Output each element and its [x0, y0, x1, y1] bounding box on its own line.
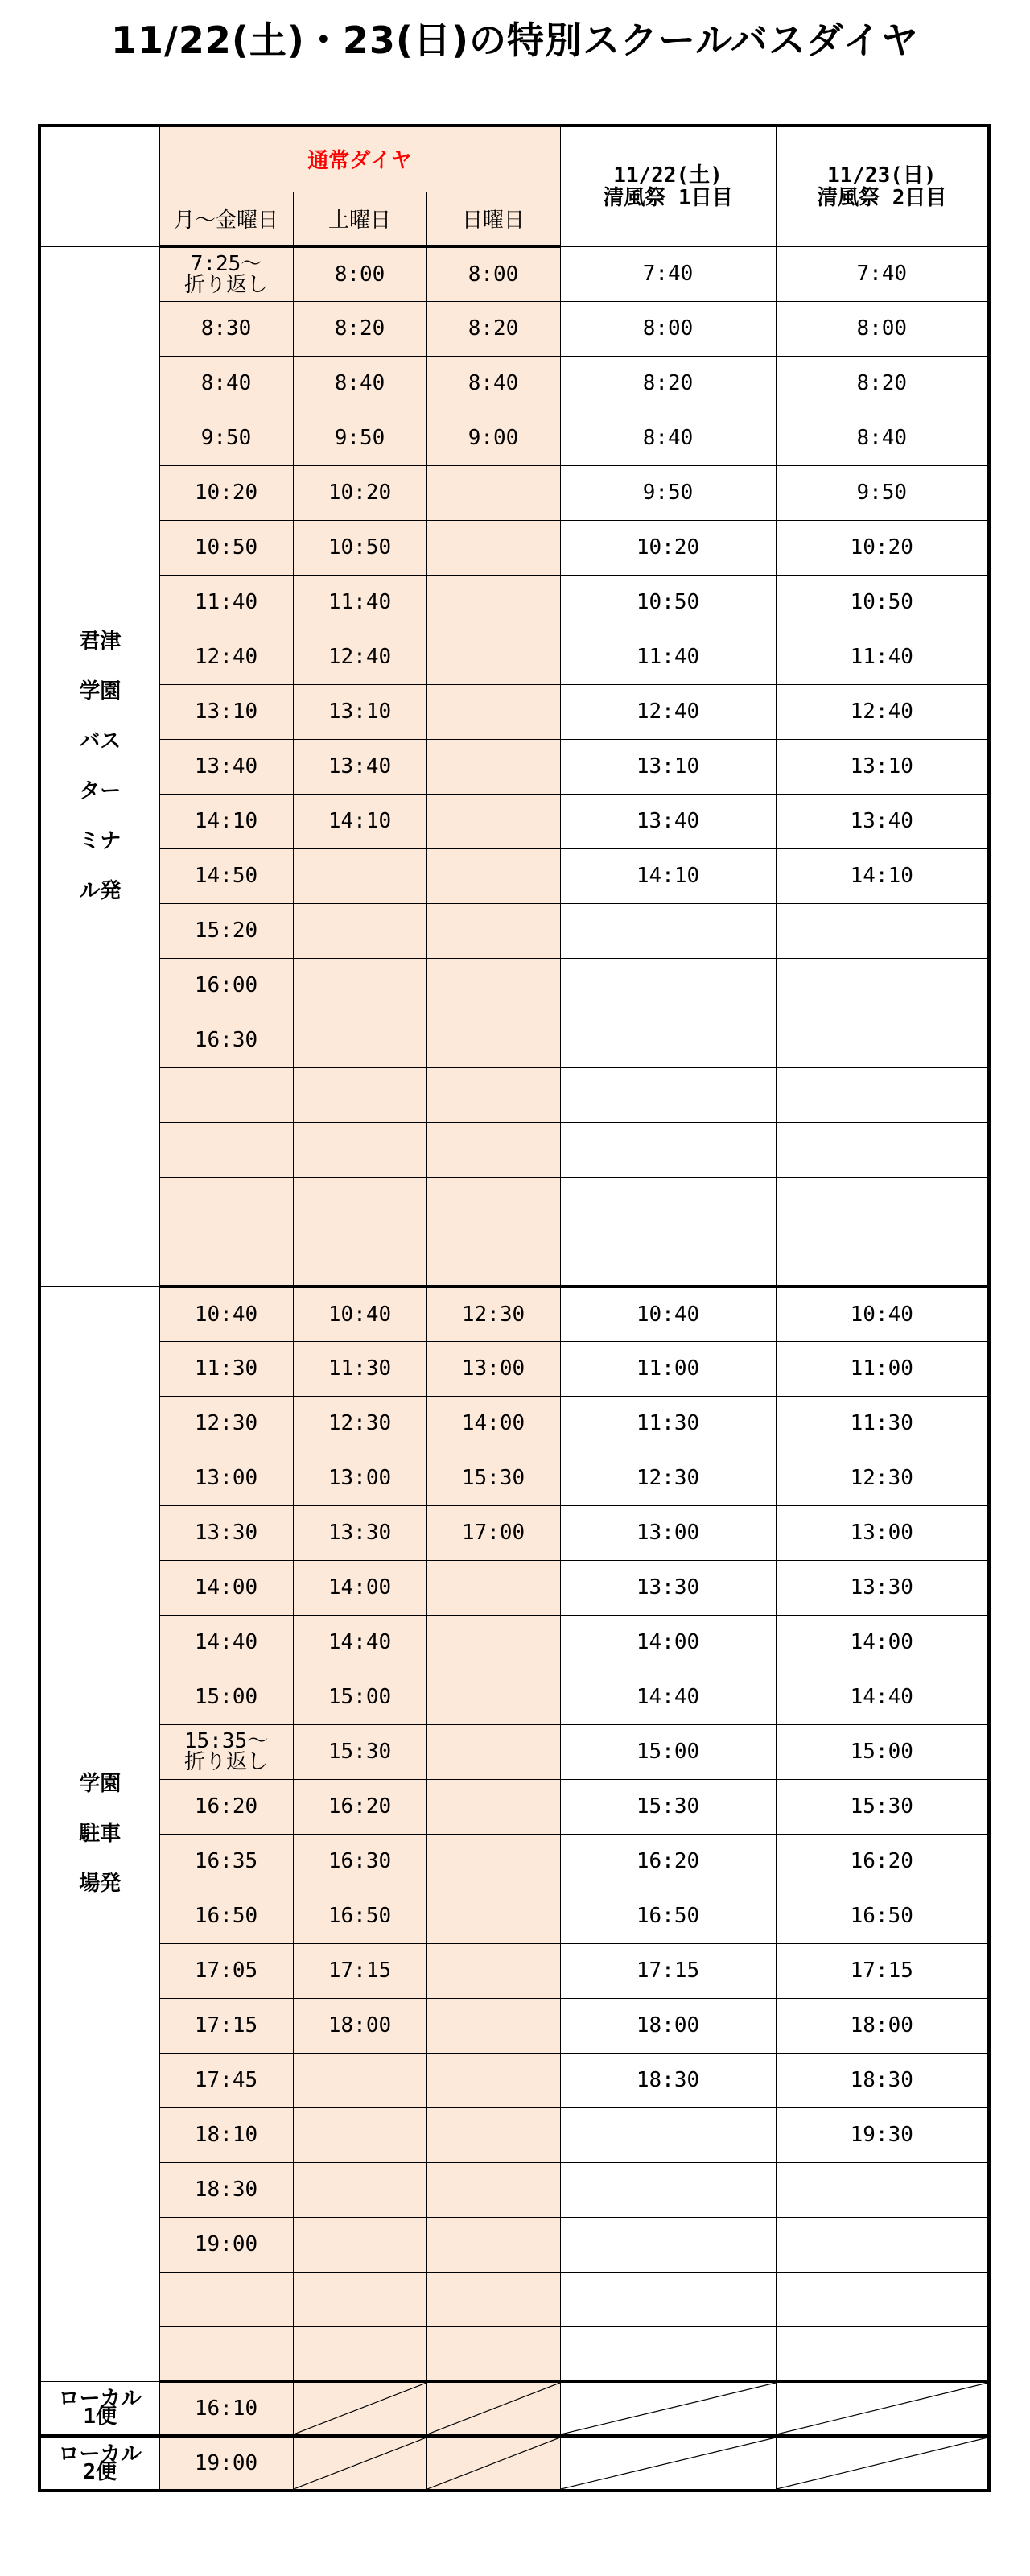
- saturday-time: [293, 848, 426, 903]
- day1-time: [560, 958, 776, 1013]
- sunday-time: [426, 575, 560, 630]
- saturday-time: 8:20: [293, 301, 426, 356]
- day2-time: [776, 958, 989, 1013]
- weekday-time: 14:50: [159, 848, 293, 903]
- day1-time: 7:40: [560, 246, 776, 301]
- day1-time: 18:00: [560, 1998, 776, 2053]
- day1-time: [560, 1013, 776, 1067]
- no-service-cell: [293, 2381, 426, 2436]
- schedule-row: [39, 2107, 989, 2162]
- saturday-time: 13:30: [293, 1505, 426, 1560]
- saturday-time: [293, 1122, 426, 1177]
- day2-time: 10:50: [776, 575, 989, 630]
- day1-time: 11:40: [560, 630, 776, 684]
- day2-time: [776, 1013, 989, 1067]
- schedule-row: [39, 1670, 989, 1724]
- saturday-time: 11:40: [293, 575, 426, 630]
- day1-time: 16:20: [560, 1834, 776, 1889]
- festival-day2-name: 清風祭 2日目: [817, 185, 947, 210]
- day1-time: 10:40: [560, 1286, 776, 1341]
- sunday-time: [426, 1067, 560, 1122]
- sunday-time: [426, 903, 560, 958]
- stop-school-parking: [39, 1286, 159, 2381]
- saturday-time: 9:50: [293, 411, 426, 465]
- weekday-time: 18:30: [159, 2162, 293, 2217]
- day2-time: [776, 1122, 989, 1177]
- day1-time: 8:20: [560, 356, 776, 411]
- saturday-time: 13:00: [293, 1451, 426, 1505]
- sunday-time: [426, 2326, 560, 2381]
- day2-time: [776, 2272, 989, 2326]
- saturday-time: [293, 2272, 426, 2326]
- weekday-time: [159, 2272, 293, 2326]
- sunday-time: [426, 465, 560, 520]
- weekday-time: 10:50: [159, 520, 293, 575]
- schedule-row: [39, 301, 989, 356]
- sunday-time: [426, 958, 560, 1013]
- saturday-time: 8:40: [293, 356, 426, 411]
- no-service-cell: [426, 2381, 560, 2436]
- day1-time: 10:20: [560, 520, 776, 575]
- stop-kimitsu-bus-terminal-label: 君津学園バスターミナル発: [79, 630, 122, 903]
- weekday-time: 16:00: [159, 958, 293, 1013]
- weekday-time: [159, 1122, 293, 1177]
- day1-time: 13:40: [560, 794, 776, 848]
- sunday-time: 8:40: [426, 356, 560, 411]
- day2-time: 10:20: [776, 520, 989, 575]
- day1-time: [560, 1177, 776, 1232]
- day1-time: [560, 1122, 776, 1177]
- day1-time: 15:30: [560, 1779, 776, 1834]
- festival-day1-header: [560, 126, 776, 246]
- day1-time: 18:30: [560, 2053, 776, 2107]
- weekday-time: 15:35～ 折り返し: [159, 1724, 293, 1779]
- sunday-time: [426, 1670, 560, 1724]
- day2-time: 7:40: [776, 246, 989, 301]
- saturday-time: 10:50: [293, 520, 426, 575]
- sunday-time: 13:00: [426, 1341, 560, 1396]
- sunday-time: [426, 630, 560, 684]
- sunday-time: [426, 2162, 560, 2217]
- day2-time: 14:40: [776, 1670, 989, 1724]
- sunday-time: 8:20: [426, 301, 560, 356]
- schedule-row: [39, 2217, 989, 2272]
- sunday-time: [426, 848, 560, 903]
- saturday-time: 12:40: [293, 630, 426, 684]
- header-corner: [39, 126, 159, 246]
- sunday-time: [426, 1998, 560, 2053]
- schedule-row: [39, 1943, 989, 1998]
- saturday-time: [293, 1067, 426, 1122]
- schedule-row: [39, 684, 989, 739]
- day1-time: 17:15: [560, 1943, 776, 1998]
- sunday-time: 17:00: [426, 1505, 560, 1560]
- saturday-time: [293, 2326, 426, 2381]
- schedule-row: [39, 2162, 989, 2217]
- weekday-time: 9:50: [159, 411, 293, 465]
- day2-time: 18:00: [776, 1998, 989, 2053]
- sunday-time: 15:30: [426, 1451, 560, 1505]
- day2-time: 9:50: [776, 465, 989, 520]
- weekday-time: 13:40: [159, 739, 293, 794]
- saturday-time: 14:40: [293, 1615, 426, 1670]
- day1-time: 13:30: [560, 1560, 776, 1615]
- saturday-time: 17:15: [293, 1943, 426, 1998]
- schedule-row: [39, 1834, 989, 1889]
- saturday-time: [293, 958, 426, 1013]
- day1-time: [560, 2217, 776, 2272]
- day2-time: 15:30: [776, 1779, 989, 1834]
- day1-time: [560, 2162, 776, 2217]
- schedule-row: [39, 739, 989, 794]
- timetable: [38, 124, 991, 2492]
- day1-time: 13:00: [560, 1505, 776, 1560]
- saturday-time: 14:10: [293, 794, 426, 848]
- saturday-time: 11:30: [293, 1341, 426, 1396]
- schedule-row: [39, 1615, 989, 1670]
- saturday-time: 13:40: [293, 739, 426, 794]
- day1-time: [560, 2107, 776, 2162]
- local-service-time: 16:10: [159, 2381, 293, 2436]
- day2-time: 18:30: [776, 2053, 989, 2107]
- sunday-time: [426, 2217, 560, 2272]
- day2-time: 16:50: [776, 1889, 989, 1943]
- day2-time: [776, 2162, 989, 2217]
- schedule-row: [39, 411, 989, 465]
- day1-time: 12:30: [560, 1451, 776, 1505]
- schedule-row: [39, 958, 989, 1013]
- local-service-time: 19:00: [159, 2436, 293, 2491]
- page-title: 11/22(土)・23(日)の特別スクールバスダイヤ: [111, 19, 919, 62]
- local-service-label: ローカル 1便: [39, 2381, 159, 2436]
- sunday-time: [426, 794, 560, 848]
- saturday-time: [293, 2217, 426, 2272]
- day1-time: 10:50: [560, 575, 776, 630]
- schedule-row: [39, 794, 989, 848]
- schedule-row: [39, 465, 989, 520]
- day2-time: [776, 903, 989, 958]
- weekday-time: 15:20: [159, 903, 293, 958]
- schedule-row: [39, 1013, 989, 1067]
- saturday-time: [293, 1177, 426, 1232]
- day2-time: 13:10: [776, 739, 989, 794]
- festival-day1-name: 清風祭 1日目: [603, 185, 733, 210]
- schedule-row: [39, 1122, 989, 1177]
- festival-day2-header: [776, 126, 989, 246]
- weekday-time: 14:40: [159, 1615, 293, 1670]
- sunday-time: [426, 684, 560, 739]
- saturday-time: 16:30: [293, 1834, 426, 1889]
- no-service-cell: [293, 2436, 426, 2491]
- no-service-cell: [560, 2436, 776, 2491]
- day2-time: 16:20: [776, 1834, 989, 1889]
- day2-time: [776, 1177, 989, 1232]
- schedule-row: [39, 2053, 989, 2107]
- schedule-row: [39, 2272, 989, 2326]
- saturday-column-header: 土曜日: [293, 192, 426, 246]
- local-row: [39, 2381, 989, 2436]
- weekday-time: 17:45: [159, 2053, 293, 2107]
- weekday-time: 8:40: [159, 356, 293, 411]
- sunday-time: [426, 1013, 560, 1067]
- day1-time: 16:50: [560, 1889, 776, 1943]
- day1-time: 11:30: [560, 1396, 776, 1451]
- schedule-row: [39, 630, 989, 684]
- weekday-time: 7:25～ 折り返し: [159, 246, 293, 301]
- day1-time: 8:40: [560, 411, 776, 465]
- sunday-time: [426, 1122, 560, 1177]
- schedule-row: [39, 1451, 989, 1505]
- schedule-row: [39, 1286, 989, 1341]
- weekday-time: 12:40: [159, 630, 293, 684]
- sunday-time: [426, 1779, 560, 1834]
- saturday-time: [293, 2107, 426, 2162]
- saturday-time: [293, 1232, 426, 1286]
- stop-kimitsu-bus-terminal: [39, 246, 159, 1286]
- normal-schedule-header: 通常ダイヤ: [159, 126, 560, 192]
- weekday-time: 13:10: [159, 684, 293, 739]
- sunday-time: [426, 1724, 560, 1779]
- day2-time: [776, 1067, 989, 1122]
- local-service-label: ローカル 2便: [39, 2436, 159, 2491]
- sunday-time: [426, 1232, 560, 1286]
- weekday-time: 17:15: [159, 1998, 293, 2053]
- day1-time: [560, 2326, 776, 2381]
- sunday-time: [426, 1615, 560, 1670]
- day2-time: [776, 1232, 989, 1286]
- day1-time: 14:00: [560, 1615, 776, 1670]
- schedule-row: [39, 1724, 989, 1779]
- day2-time: 13:00: [776, 1505, 989, 1560]
- weekday-time: 16:35: [159, 1834, 293, 1889]
- day2-time: 11:00: [776, 1341, 989, 1396]
- weekday-time: [159, 1067, 293, 1122]
- sunday-time: [426, 1889, 560, 1943]
- weekday-time: 11:30: [159, 1341, 293, 1396]
- day1-time: 11:00: [560, 1341, 776, 1396]
- sunday-time: [426, 2107, 560, 2162]
- day1-time: [560, 903, 776, 958]
- festival-day1-date: 11/22(土): [613, 163, 723, 188]
- weekday-time: 10:40: [159, 1286, 293, 1341]
- weekday-time: 13:00: [159, 1451, 293, 1505]
- sunday-time: 8:00: [426, 246, 560, 301]
- weekday-time: 19:00: [159, 2217, 293, 2272]
- schedule-row: [39, 356, 989, 411]
- sunday-column-header: 日曜日: [426, 192, 560, 246]
- schedule-row: [39, 575, 989, 630]
- day2-time: 13:30: [776, 1560, 989, 1615]
- day2-time: 14:00: [776, 1615, 989, 1670]
- saturday-time: 10:40: [293, 1286, 426, 1341]
- day2-time: 19:30: [776, 2107, 989, 2162]
- weekday-time: [159, 1232, 293, 1286]
- day1-time: 12:40: [560, 684, 776, 739]
- day1-time: [560, 2272, 776, 2326]
- schedule-row: [39, 1998, 989, 2053]
- sunday-time: [426, 520, 560, 575]
- saturday-time: 14:00: [293, 1560, 426, 1615]
- day1-time: 15:00: [560, 1724, 776, 1779]
- schedule-row: [39, 1232, 989, 1286]
- weekday-column-header: 月～金曜日: [159, 192, 293, 246]
- sunday-time: [426, 1177, 560, 1232]
- saturday-time: [293, 903, 426, 958]
- schedule-row: [39, 1889, 989, 1943]
- day2-time: 11:30: [776, 1396, 989, 1451]
- weekday-time: 10:20: [159, 465, 293, 520]
- weekday-time: 8:30: [159, 301, 293, 356]
- saturday-time: 12:30: [293, 1396, 426, 1451]
- weekday-time: 17:05: [159, 1943, 293, 1998]
- sunday-time: 9:00: [426, 411, 560, 465]
- saturday-time: 16:50: [293, 1889, 426, 1943]
- schedule-row: [39, 1067, 989, 1122]
- day2-time: 8:40: [776, 411, 989, 465]
- schedule-row: [39, 1505, 989, 1560]
- day2-time: 10:40: [776, 1286, 989, 1341]
- schedule-row: [39, 520, 989, 575]
- weekday-time: 14:00: [159, 1560, 293, 1615]
- day1-time: [560, 1232, 776, 1286]
- stop-school-parking-label: 学園駐車場発: [79, 1772, 122, 1896]
- weekday-time: 16:50: [159, 1889, 293, 1943]
- weekday-time: 12:30: [159, 1396, 293, 1451]
- saturday-time: 13:10: [293, 684, 426, 739]
- day2-time: 8:00: [776, 301, 989, 356]
- day2-time: 12:40: [776, 684, 989, 739]
- no-service-cell: [776, 2436, 989, 2491]
- sunday-time: [426, 2272, 560, 2326]
- day2-time: 15:00: [776, 1724, 989, 1779]
- day2-time: [776, 2217, 989, 2272]
- sunday-time: [426, 1943, 560, 1998]
- weekday-time: [159, 2326, 293, 2381]
- weekday-time: 11:40: [159, 575, 293, 630]
- day1-time: 13:10: [560, 739, 776, 794]
- weekday-time: 13:30: [159, 1505, 293, 1560]
- weekday-time: 18:10: [159, 2107, 293, 2162]
- weekday-time: 16:30: [159, 1013, 293, 1067]
- saturday-time: [293, 2162, 426, 2217]
- weekday-time: [159, 1177, 293, 1232]
- weekday-time: 14:10: [159, 794, 293, 848]
- schedule-row: [39, 2326, 989, 2381]
- saturday-time: 18:00: [293, 1998, 426, 2053]
- no-service-cell: [560, 2381, 776, 2436]
- saturday-time: 10:20: [293, 465, 426, 520]
- sunday-time: [426, 739, 560, 794]
- bus-schedule-table: [38, 124, 991, 2492]
- day2-time: [776, 2326, 989, 2381]
- day2-time: 12:30: [776, 1451, 989, 1505]
- sunday-time: [426, 1560, 560, 1615]
- day2-time: 13:40: [776, 794, 989, 848]
- schedule-row: [39, 1177, 989, 1232]
- saturday-time: 15:30: [293, 1724, 426, 1779]
- day1-time: 9:50: [560, 465, 776, 520]
- day2-time: 11:40: [776, 630, 989, 684]
- saturday-time: [293, 1013, 426, 1067]
- local-row: [39, 2436, 989, 2491]
- saturday-time: 16:20: [293, 1779, 426, 1834]
- day2-time: 14:10: [776, 848, 989, 903]
- schedule-row: [39, 903, 989, 958]
- saturday-time: [293, 2053, 426, 2107]
- no-service-cell: [776, 2381, 989, 2436]
- sunday-time: 12:30: [426, 1286, 560, 1341]
- schedule-row: [39, 1779, 989, 1834]
- schedule-row: [39, 1560, 989, 1615]
- sunday-time: [426, 1834, 560, 1889]
- day1-time: 14:10: [560, 848, 776, 903]
- schedule-row: [39, 1396, 989, 1451]
- day2-time: 17:15: [776, 1943, 989, 1998]
- day1-time: 14:40: [560, 1670, 776, 1724]
- saturday-time: 8:00: [293, 246, 426, 301]
- schedule-row: [39, 1341, 989, 1396]
- day1-time: 8:00: [560, 301, 776, 356]
- saturday-time: 15:00: [293, 1670, 426, 1724]
- festival-day2-date: 11/23(日): [826, 163, 937, 188]
- no-service-cell: [426, 2436, 560, 2491]
- sunday-time: 14:00: [426, 1396, 560, 1451]
- day1-time: [560, 1067, 776, 1122]
- schedule-row: [39, 848, 989, 903]
- sunday-time: [426, 2053, 560, 2107]
- schedule-row: [39, 246, 989, 301]
- weekday-time: 15:00: [159, 1670, 293, 1724]
- weekday-time: 16:20: [159, 1779, 293, 1834]
- day2-time: 8:20: [776, 356, 989, 411]
